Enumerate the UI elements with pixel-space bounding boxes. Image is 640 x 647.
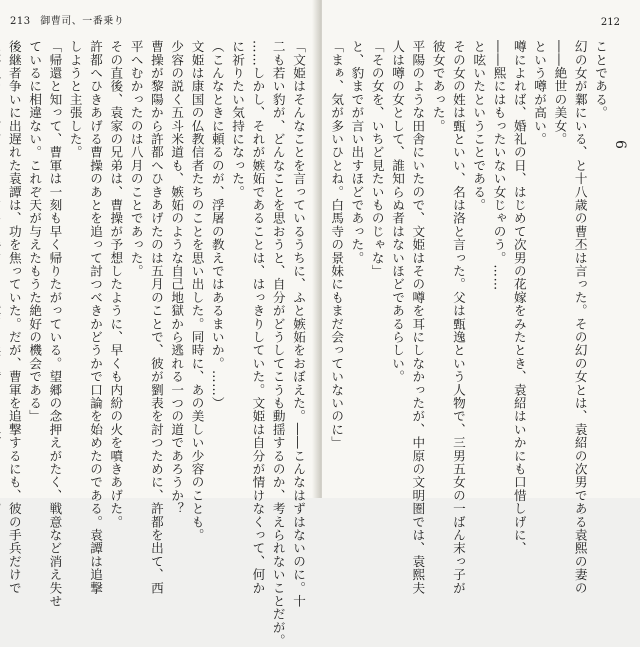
right-page [322,0,640,595]
running-head [10,12,124,27]
text-line: 人は噂の女として、誰知らぬ者はないほどであるらしい。 [390,40,406,384]
text-line: 「まぁ、気が多いひとね。白馬寺の景妹にもまだ会っていないのに」 [329,40,345,450]
text-line: ――絶世の美女。 [552,40,568,146]
text-line: 「文姫はそんなことを言っているうちに、ふと嫉妬をおぼえた。――こんなはずはないのに。十 [291,40,306,608]
text-line: 文姫は康国の仏教信者たちのことを思い出した。同時に、あの美しい少容のことも。 [189,40,205,542]
text-line: 平へむかったのは八月のことであった。 [128,40,144,278]
text-line: 「その女を、いちど見たいものじゃな」 [369,40,385,278]
text-line: 噂によれば、婚礼の日、はじめて次男の花嫁をみたとき、袁紹はいかにも口惜しげに、 [511,40,527,555]
body-text [326,40,610,595]
text-line: その直後、袁家の兄弟は、曹操が予想したように、早くも内紛の火を噴きあげた。 [108,40,124,529]
text-line: 少容の説く五斗米道も、嫉妬のような自己地獄から逃れる一つの道であろうか？ [169,40,185,516]
text-line: （こんなときに頼るのが、浮屠の教えではあるまいか。……） [209,40,225,410]
page-number: 212 [600,17,620,28]
text-line: ……しかし、それが嫉妬であることは、はっきりしていた。文姫は自分が情けなくって、何か [250,40,266,595]
text-line: しようと主張した。 [67,40,83,159]
body-text [0,40,308,647]
chapter-number: 6 [612,140,628,149]
text-line: その女の姓は甄といい、名は洛と言った。父は甄逸という人物で、三男五女の一ばん末っ子が [450,40,466,595]
text-line: 曹操が黎陽から許都へひきあげたのは五月のことで、彼が劉表を討つために、許都を出て、西 [148,40,164,595]
text-line [0,40,4,472]
text-line: という噂が高い。 [532,40,548,146]
text-line: 二も若い豹が、どんなことを思おうと、自分がどうしてこうも動揺するのか、考えられないことだが。 [270,40,286,647]
page-number: 213 [10,16,31,27]
chapter-title: 御曹司、一番乗り [40,16,125,27]
text-line: と、豹までが言い出すほどであった。 [349,40,365,265]
text-line: 許都へひきあげる曹操のあとを追って討つべきかどうかで口論を始めたのである。袁譚は追撃 [88,40,104,595]
text-line: 後継者争いに出遅れた袁譚は、功を焦っていた。だが、曹軍を追撃するにも、彼の手兵だけで [6,40,22,595]
text-line: 「帰還と知って、曹軍は一刻も早く帰りたがっている。望郷の念押えがたく、戦意など消え失せ [47,40,63,608]
text-line: ことである。 [593,40,608,120]
text-line: 平陽のような田舎にいたので、文姫はその噂を耳にしなかったが、中原の文明圏では、袁熙夫 [410,40,426,595]
text-line: 彼女であった。 [430,40,446,133]
left-page [0,0,318,647]
text-line: と呟いたということである。 [471,40,487,212]
text-line: ているに相違ない。これぞ天が与えたもうた絶好の機会である」 [27,40,43,423]
text-line: に祈りたい気持になった。 [230,40,246,199]
text-line: 幻の女が鄴にいる、と十八歳の曹丕は言った。その幻の女とは、袁紹の次男である袁熙の妻の [572,40,588,595]
text-line: ――熙にはもったいない女じゃのう。…… [491,40,507,291]
